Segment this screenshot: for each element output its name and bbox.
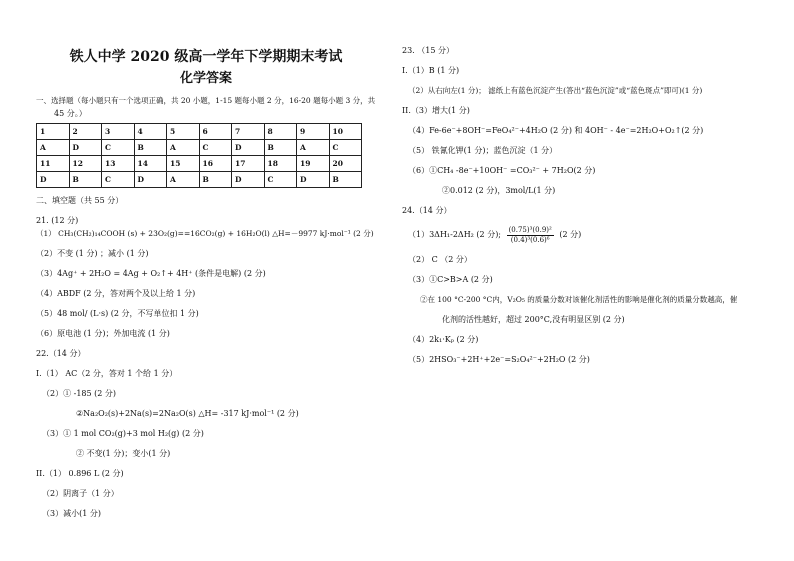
table-cell: 12 [69,156,102,172]
q23-I-part2: （2）从右向左(1 分)； 滤纸上有蓝色沉淀产生(答出“蓝色沉淀”或“蓝色斑点”即可)(1 分) [408,86,703,95]
q22-I-part2b: ②Na₂O₂(s)+2Na(s)=2Na₂O(s) △H= -317 kJ·mol⁻¹ (2 分) [76,409,299,418]
table-cell: 5 [167,124,200,140]
q23-II-part5: （5） 铁氰化钾(1 分)；蓝色沉淀（1 分） [408,146,558,155]
table-cell: 13 [102,156,135,172]
q22-II-part3: （3）减小(1 分) [42,509,101,518]
q22-I-part3: （3）① 1 mol CO₂(g)+3 mol H₂(g) (2 分) [42,429,204,438]
q24-part1-score: (2 分) [559,230,582,239]
table-cell: 15 [167,156,200,172]
q22-heading: 22.（14 分） [36,349,86,358]
q21-part3: （3）4Ag⁺ + 2H₂O = 4Ag + O₂↑+ 4H⁺ (条件是电解) (2 分) [36,269,266,278]
table-cell: D [232,172,265,188]
q24-part3c: 化剂的活性越好，超过 200°C,没有明显区别 (2 分) [442,315,625,324]
table-cell: A [167,140,200,156]
table-cell: C [102,140,135,156]
q23-I-part1: I.（1）B (1 分) [402,66,460,75]
q24-part2: （2） C （2 分） [408,255,472,264]
table-cell: 2 [69,124,102,140]
q21-part4: （4）ABDF (2 分，答对两个及以上给 1 分) [36,289,196,298]
table-cell: C [199,140,232,156]
table-row [37,124,362,140]
table-cell: 10 [329,124,362,140]
q23-II-part6: （6）①CH₄ -8e⁻+10OH⁻ =CO₃²⁻ + 7H₂O(2 分) [408,166,596,175]
q22-II-part2: （2）阴离子（1 分） [42,489,119,498]
table-cell: A [167,172,200,188]
table-cell: 3 [102,124,135,140]
table-cell: 14 [134,156,167,172]
table-cell: C [329,140,362,156]
q24-part4: （4）2k₁·Kₚ (2 分) [408,335,479,344]
table-cell: B [264,140,297,156]
table-row [37,156,362,172]
table-cell: D [69,140,102,156]
table-cell: 17 [232,156,265,172]
table-cell: 18 [264,156,297,172]
right-column [402,44,772,366]
q21-part2: （2）不变 (1 分) ；减小 (1 分) [36,249,149,258]
section-1-heading: 一、选择题（每小题只有一个选项正确，共 20 小题，1-15 题每小题 2 分，16-20 题每小题 3 分，共 [36,96,376,105]
table-row [37,172,362,188]
q23-II-part3: II.（3）增大(1 分) [402,106,470,115]
table-cell: 6 [199,124,232,140]
table-cell: D [134,172,167,188]
table-cell: 1 [37,124,70,140]
answer-table [36,123,362,188]
q21-part6: （6）原电池 (1 分)；外加电流 (1 分) [36,329,170,338]
table-cell: 20 [329,156,362,172]
table-cell: B [329,172,362,188]
q22-I-part3b: ② 不变(1 分)；变小(1 分) [76,449,171,458]
document-subtitle: 化学答案 [179,71,232,86]
q24-part3b: ②在 100 °C-200 °C内，V₂O₅ 的质量分数对该催化剂活性的影响是催化剂的质量分数越高，催 [420,295,738,304]
table-cell: D [232,140,265,156]
table-row [37,140,362,156]
equilibrium-fraction [507,226,554,245]
q23-heading: 23. （15 分） [402,46,454,55]
table-cell: 9 [297,124,330,140]
table-cell: D [37,172,70,188]
table-cell: C [264,172,297,188]
table-cell: 16 [199,156,232,172]
table-cell: 19 [297,156,330,172]
section-1-heading-cont: 45 分。） [54,109,87,118]
q24-part1-lead: （1）3ΔH₁-2ΔH₂ (2 分); [408,230,502,239]
q23-II-part6b: ②0.012 (2 分)，3mol/L(1 分) [442,186,556,195]
table-cell: B [199,172,232,188]
q23-II-part4: （4）Fe-6e⁻+8OH⁻=FeO₄²⁻+4H₂O (2 分) 和 4OH⁻ - 4e⁻=2H₂O+O₂↑(2 分) [408,126,704,135]
q21-heading: 21. (12 分) [36,216,79,225]
table-cell: 8 [264,124,297,140]
q22-I-part2: （2）① -185 (2 分) [42,389,117,398]
left-column [36,48,376,520]
q21-part1: （1） CH₃(CH₂)₁₄COOH (s) + 23O₂(g)==16CO₂(g) + 16H₂O(l) △H=－9977 kJ·mol⁻¹ (2 分) [36,229,374,238]
section-2-heading: 二、填空题（共 55 分） [36,196,124,205]
q24-heading: 24.（14 分） [402,206,452,215]
document-title: 铁人中学 2020 级高一学年下学期期末考试 [69,49,343,65]
q24-part5: （5）2HSO₃⁻+2H⁺+2e⁻=S₂O₄²⁻+2H₂O (2 分) [408,355,590,364]
table-cell: 7 [232,124,265,140]
q21-part5: （5）48 mol/ (L·s) (2 分，不写单位扣 1 分) [36,309,199,318]
table-cell: D [297,172,330,188]
table-cell: C [102,172,135,188]
table-cell: B [69,172,102,188]
table-cell: 11 [37,156,70,172]
fraction-denominator: (0.4)³(0.6)⁶ [510,235,550,244]
q22-II-part1: II.（1） 0.896 L (2 分) [36,469,124,478]
q24-part3: （3）①C>B>A (2 分) [408,275,493,284]
table-cell: 4 [134,124,167,140]
fraction-numerator: (0.75)³(0.9)² [508,225,552,234]
table-cell: A [297,140,330,156]
q22-I-part1: I.（1） AC（2 分，答对 1 个给 1 分） [36,369,178,378]
q24-part1 [402,224,772,246]
table-cell: A [37,140,70,156]
table-cell: B [134,140,167,156]
